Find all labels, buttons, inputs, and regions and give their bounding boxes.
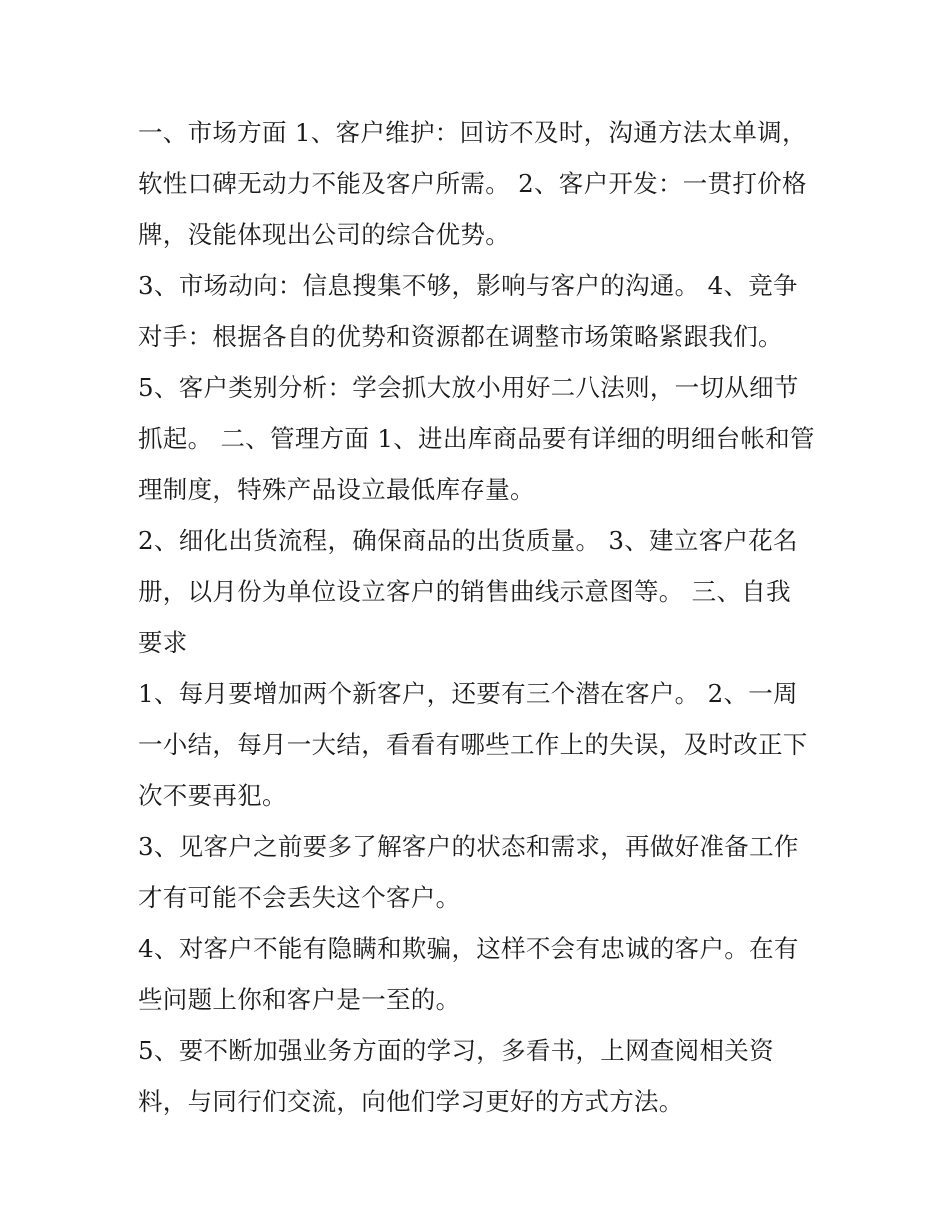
text-line: 才有可能不会丢失这个客户。 — [138, 883, 461, 912]
text-line: 软性口碑无动力不能及客户所需。 2、客户开发：一贯打价格 — [138, 169, 807, 198]
document-body — [138, 107, 818, 1127]
text-line: 牌，没能体现出公司的综合优势。 — [138, 220, 510, 249]
text-line: 一、市场方面 1、客户维护：回访不及时，沟通方法太单调， — [138, 118, 807, 147]
text-line: 5、要不断加强业务方面的学习，多看书，上网查阅相关资 — [138, 1036, 774, 1065]
text-line: 料，与同行们交流，向他们学习更好的方式方法。 — [138, 1087, 684, 1116]
text-line: 2、细化出货流程，确保商品的出货质量。 3、建立客户花名 — [138, 526, 798, 555]
text-line: 对手：根据各自的优势和资源都在调整市场策略紧跟我们。 — [138, 322, 783, 351]
text-line: 4、对客户不能有隐瞒和欺骗，这样不会有忠诚的客户。在有 — [138, 934, 799, 963]
text-line: 些问题上你和客户是一至的。 — [138, 985, 461, 1014]
text-line: 次不要再犯。 — [138, 781, 287, 810]
text-line: 3、见客户之前要多了解客户的状态和需求，再做好准备工作 — [138, 832, 799, 861]
text-line: 理制度，特殊产品设立最低库存量。 — [138, 475, 535, 504]
text-line: 5、客户类别分析：学会抓大放小用好二八法则，一切从细节 — [138, 373, 799, 402]
text-line: 抓起。 二、管理方面 1、进出库商品要有详细的明细台帐和管 — [138, 424, 815, 453]
text-line: 册，以月份为单位设立客户的销售曲线示意图等。 三、自我 — [138, 577, 791, 606]
text-line: 1、每月要增加两个新客户，还要有三个潜在客户。 2、一周 — [138, 679, 798, 708]
text-line: 3、市场动向：信息搜集不够，影响与客户的沟通。 4、竞争 — [138, 271, 798, 300]
text-line: 要求 — [138, 628, 188, 657]
text-line: 一小结，每月一大结，看看有哪些工作上的失误，及时改正下 — [138, 730, 808, 759]
